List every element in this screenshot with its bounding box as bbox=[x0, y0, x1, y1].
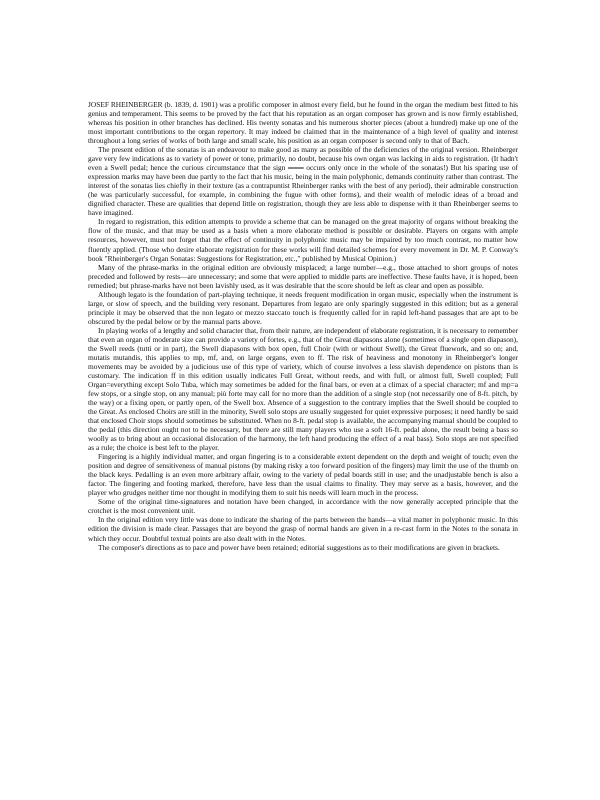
paragraph-directions: The composer's directions as to pace and power have been retained; editorial suggestions as to their modifications are given in brackets. bbox=[98, 542, 500, 552]
paragraph-hands: In the original edition very little was done to indicate the sharing of the parts between the hands—a vital matter in polyphonic music. In this edition the division is made clear. Passages that are beyond the grasp of normal hands are given in a re-cast form in the Notes to the sonata in which they occur. Doubtful textual points are also dealt with in the Notes. bbox=[88, 515, 518, 543]
paragraph-legato: Although legato is the foundation of part-playing technique, it needs frequent modification in organ music, especially when the instrument is large, or slow of speech, and the building very resonant. Departures from legato are only sparingly suggested in this edition; but as a general principle it may be observed that the non legato or mezzo staccato touch is frequently called for in rapid left-hand passages that are apt to be obscured by the pedal below or by the manual parts above. bbox=[88, 289, 518, 326]
paragraph-phrase-marks: Many of the phrase-marks in the original edition are obviously misplaced; a large number—e.g., those attached to short groups of notes preceded and followed by rests—are unnecessary; and some that were applied to middle parts are ineffective. These faults have, it is hoped, been remedied; but phrase-marks have not been lavishly used, as it was desirable that the score should be left as clear and open as possible. bbox=[88, 262, 518, 290]
paragraph-fortes: In playing works of a lengthy and solid character that, from their nature, are independent of elaborate registration, it is necessary to remember that even an organ of moderate size can provide a variety of fortes, e.g., that of the Great diapasons alone (sometimes of a single open diapason), the Swell reeds (tutti or in part), the Swell diapasons with box open, full Choir (with or without Swell), the Great fluework, and so on; and, mutatis mutandis, this applies to mp, mf, and, on large organs, even to ff. The risk of heaviness and monotony in Rheinberger's longer movements may be avoided by a judicious use of this type of variety, which of course involves a less slavish dependence on pistons than is customary. The indication ff in this edition usually indicates Full Great, without reeds, and with full, or almost full, Swell coupled; Full Organ=everything except Solo Tuba, which may sometimes be added for the final bars, or even at a climax of a special character; mf and mp=a few stops, or a single stop, on any manual; più forte may call for no more than the addition of a single stop (not necessarily one of 8-ft. pitch, by the way) or a fixing open, or partly open, of the Swell box. Absence of a suggestion to the contrary implies that the Swell should be coupled to the Great. As enclosed Choirs are still in the minority, Swell solo stops are usually suggested for quiet expressive purposes; it need hardly be said that enclosed Choir stops should sometimes be substituted. When no 8-ft. pedal stop is available, the accompanying manual should be coupled to the pedal (this direction ought not to be necessary, but there are still many players who use a soft 16-ft. pedal alone, the result being a bass so woolly as to bring about an occasional dislocation of the harmony, the left hand producing the effect of a real bass). Solo stops are not specified as a rule; the choice is best left to the player. bbox=[88, 325, 518, 453]
paragraph-intro: JOSEF RHEINBERGER (b. 1839, d. 1901) was a prolific composer in almost every field, but he found in the organ the medium best fitted to his genius and temperament. This seems to be proved by the fact that his reputation as an organ composer has grown and is now firmly established, whereas his position in other branches has declined. His twenty sonatas and his numerous shorter pieces (about a hundred) make up one of the most important contributions to the organ repertory. It may indeed be claimed that in the maintenance of a high level of quality and interest throughout a long series of works of both large and small scale, his position as an organ composer is second only to that of Bach. bbox=[88, 100, 518, 146]
paragraph-fingering: Fingering is a highly individual matter, and organ fingering is to a considerable extent dependent on the depth and weight of touch; even the position and degree of sensitiveness of manual pistons (by making risky a too forward position of the fingers) may limit the use of the thumb on the black keys. Pedalling is an even more arbitrary affair, owing to the variety of pedal boards still in use; and the unadjustable bench is also a factor. The fingering and footing marked, therefore, have less than the usual claims to finality. They may serve as a basis, however, and the player who grudges neither time nor thought in modifying them to suit his needs will learn much in the process. bbox=[88, 452, 518, 498]
preface-page bbox=[88, 100, 518, 552]
paragraph-edition: The present edition of the sonatas is an endeavour to make good as many as possible of the deficiencies of the original version. Rheinberger gave very few indications as to variety of power or tone, primarily, no doubt, because his own organ was lacking in aids to registration. (It hadn't even a Swell pedal; hence the curious circumstance that the sign ═══ occurs only once in the whole of the sonatas!) But his sparing use of expression marks may have been due partly to the fact that his music, being in the main polyphonic, demands continuity rather than contrast. The interest of the sonatas lies chiefly in their texture (as a contrapuntist Rheinberger ranks with the best of any period), their admirable construction (he was particularly successful, for example, in combining the fugue with other forms), and their wealth of melodic ideas of a broad and dignified character. These are qualities that depend little on registration, though they are less able to dispense with it than Rheinberger seems to have imagined. bbox=[88, 145, 518, 218]
paragraph-time-signatures: Some of the original time-signatures and notation have been changed, in accordance with the now generally accepted principle that the crotchet is the most convenient unit. bbox=[88, 497, 518, 516]
paragraph-registration: In regard to registration, this edition attempts to provide a scheme that can be managed on the great majority of organs without breaking the flow of the music, and that may be used as a basis when a more elaborate method is possible or desirable. Players on organs with ample resources, however, must not forget that the effect of continuity in polyphonic music may be impaired by too much contrast, no matter how fluently applied. (Those who desire elaborate registration for these works will find detailed schemes for every movement in Dr. M. P. Conway's book "Rheinberger's Organ Sonatas: Suggestions for Registration, etc.," published by Musical Opinion.) bbox=[88, 217, 518, 263]
